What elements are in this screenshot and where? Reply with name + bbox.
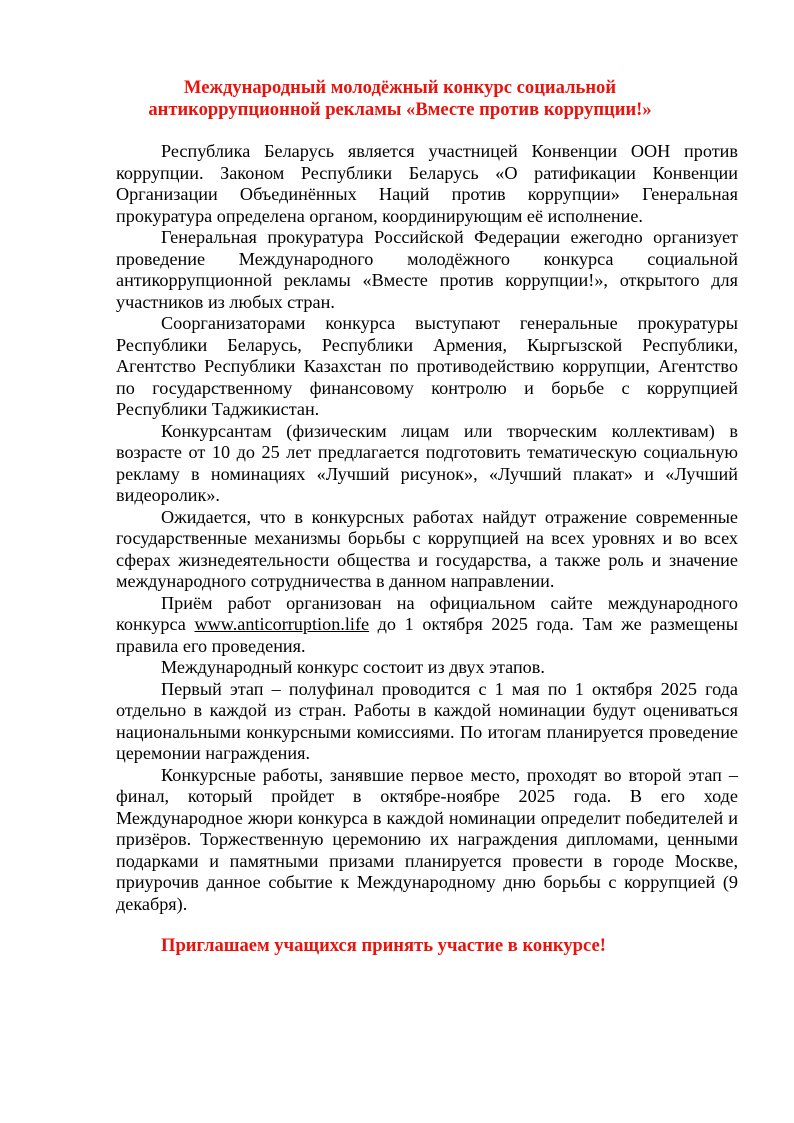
reception-text-before: Приём работ организован на официальном сайте международного конкурса bbox=[116, 592, 738, 634]
paragraph-stages-intro: Международный конкурс состоит из двух этапов. bbox=[161, 657, 545, 677]
paragraph-participants: Конкурсантам (физическим лицам или творческим коллективам) в возрасте от 10 до 25 лет предлагается подготовить тематическую социальную рекламу в номинациях «Лучший рисунок», «Лучший плакат» и «Лучший видеоролик». bbox=[116, 420, 738, 505]
paragraph-stage-one: Первый этап – полуфинал проводится с 1 мая по 1 октября 2025 года отдельно в каждой из стран. Работы в каждой номинации будут оцениваться национальными конкурсными комиссиями. По итогам планируется проведение церемонии награждения. bbox=[116, 678, 738, 763]
paragraph-reception bbox=[116, 593, 738, 658]
paragraph-organizer: Генеральная прокуратура Российской Федерации ежегодно организует проведение Международного молодёжного конкурса социальной антикоррупционной рекламы «Вместе против коррупции!», открытого для участников из любых стран. bbox=[116, 227, 738, 312]
paragraph-expectations: Ожидается, что в конкурсных работах найдут отражение современные государственные механизмы борьбы с коррупцией на всех уровнях и во всех сферах жизнедеятельности общества и государства, а также роль и значение международного сотрудничества в данном направлении. bbox=[116, 506, 738, 591]
reception-text-after: до 1 октября 2025 года. Там же размещены правила его проведения. bbox=[116, 614, 738, 656]
paragraph-stage-two: Конкурсные работы, занявшие первое место, проходят во второй этап – финал, который пройдет в октябре-ноябре 2025 года. В его ходе Международное жюри конкурса в каждой номинации определит победителей и призёров. Торжественную церемонию их награждения дипломами, ценными подарками и памятными призами планируется провести в городе Москве, приурочив данное событие к Международному дню борьбы с коррупцией (9 декабря). bbox=[116, 764, 738, 914]
document-body bbox=[116, 141, 738, 915]
paragraph-coorganizers: Соорганизаторами конкурса выступают генеральные прокуратуры Республики Беларусь, Республики Армения, Кыргызской Республики, Агентство Республики Казахстан по противодействию коррупции, Агентство по государственному финансовому контролю и борьбе с коррупцией Республики Таджикистан. bbox=[116, 313, 738, 419]
contest-website-link[interactable]: www.anticorruption.life bbox=[194, 614, 370, 634]
document-title bbox=[100, 77, 700, 120]
invitation-text: Приглашаем учащихся принять участие в конкурсе! bbox=[161, 935, 606, 956]
title-line-2: антикоррупционной рекламы «Вместе против коррупции!» bbox=[148, 98, 652, 120]
paragraph-convention: Республика Беларусь является участницей Конвенции ООН против коррупции. Законом Республики Беларусь «О ратификации Конвенции Организации Объединённых Наций против коррупции» Генеральная прокуратура определена органом, координирующим её исполнение. bbox=[116, 141, 738, 226]
title-line-1: Международный молодёжный конкурс социальной bbox=[183, 77, 617, 98]
